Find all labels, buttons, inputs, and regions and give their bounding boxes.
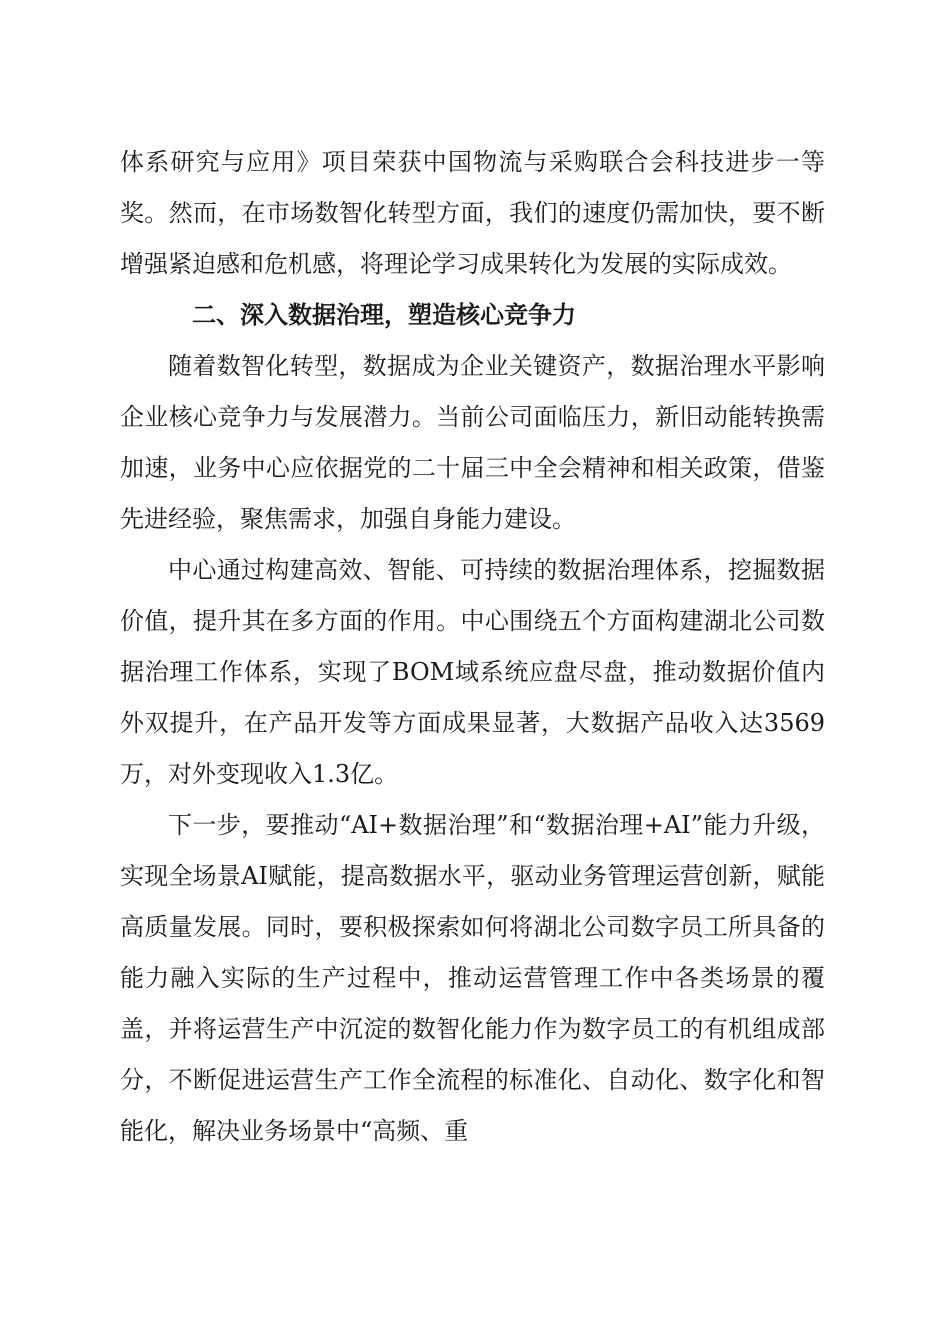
paragraph-next-steps: 下一步，要推动“AI+数据治理”和“数据治理+AI”能力升级，实现全场景AI赋能，提高数据水平，驱动业务管理运营创新，赋能高质量发展。同时，要积极探索如何将湖北公司数字员工所具备的能力融入实际的生产过程中，推动运营管理工作中各类场景的覆盖，并将运营生产中沉淀的数智化能力作为数字员工的有机组成部分，不断促进运营生产工作全流程的标准化、自动化、数字化和智能化，解决业务场景中“高频、重 bbox=[120, 811, 825, 1145]
paragraph-governance-system: 中心通过构建高效、智能、可持续的数据治理体系，挖掘数据价值，提升其在多方面的作用。中心围绕五个方面构建湖北公司数据治理工作体系，实现了BOM域系统应盘尽盘，推动数据价值内外双提升，在产品开发等方面成果显著，大数据产品收入达3569万，对外变现收入1.3亿。 bbox=[120, 556, 825, 788]
paragraph-data-asset: 随着数智化转型，数据成为企业关键资产，数据治理水平影响企业核心竞争力与发展潜力。当前公司面临压力，新旧动能转换需加速，业务中心应依据党的二十届三中全会精神和相关政策，借鉴先进经验，聚焦需求，加强自身能力建设。 bbox=[120, 352, 825, 533]
section-heading: 二、深入数据治理，塑造核心竞争力 bbox=[192, 301, 576, 329]
paragraph-continued: 体系研究与应用》项目荣获中国物流与采购联合会科技进步一等奖。然而，在市场数智化转型方面，我们的速度仍需加快，要不断增强紧迫感和危机感，将理论学习成果转化为发展的实际成效。 bbox=[120, 148, 825, 278]
document-body bbox=[120, 137, 825, 1157]
